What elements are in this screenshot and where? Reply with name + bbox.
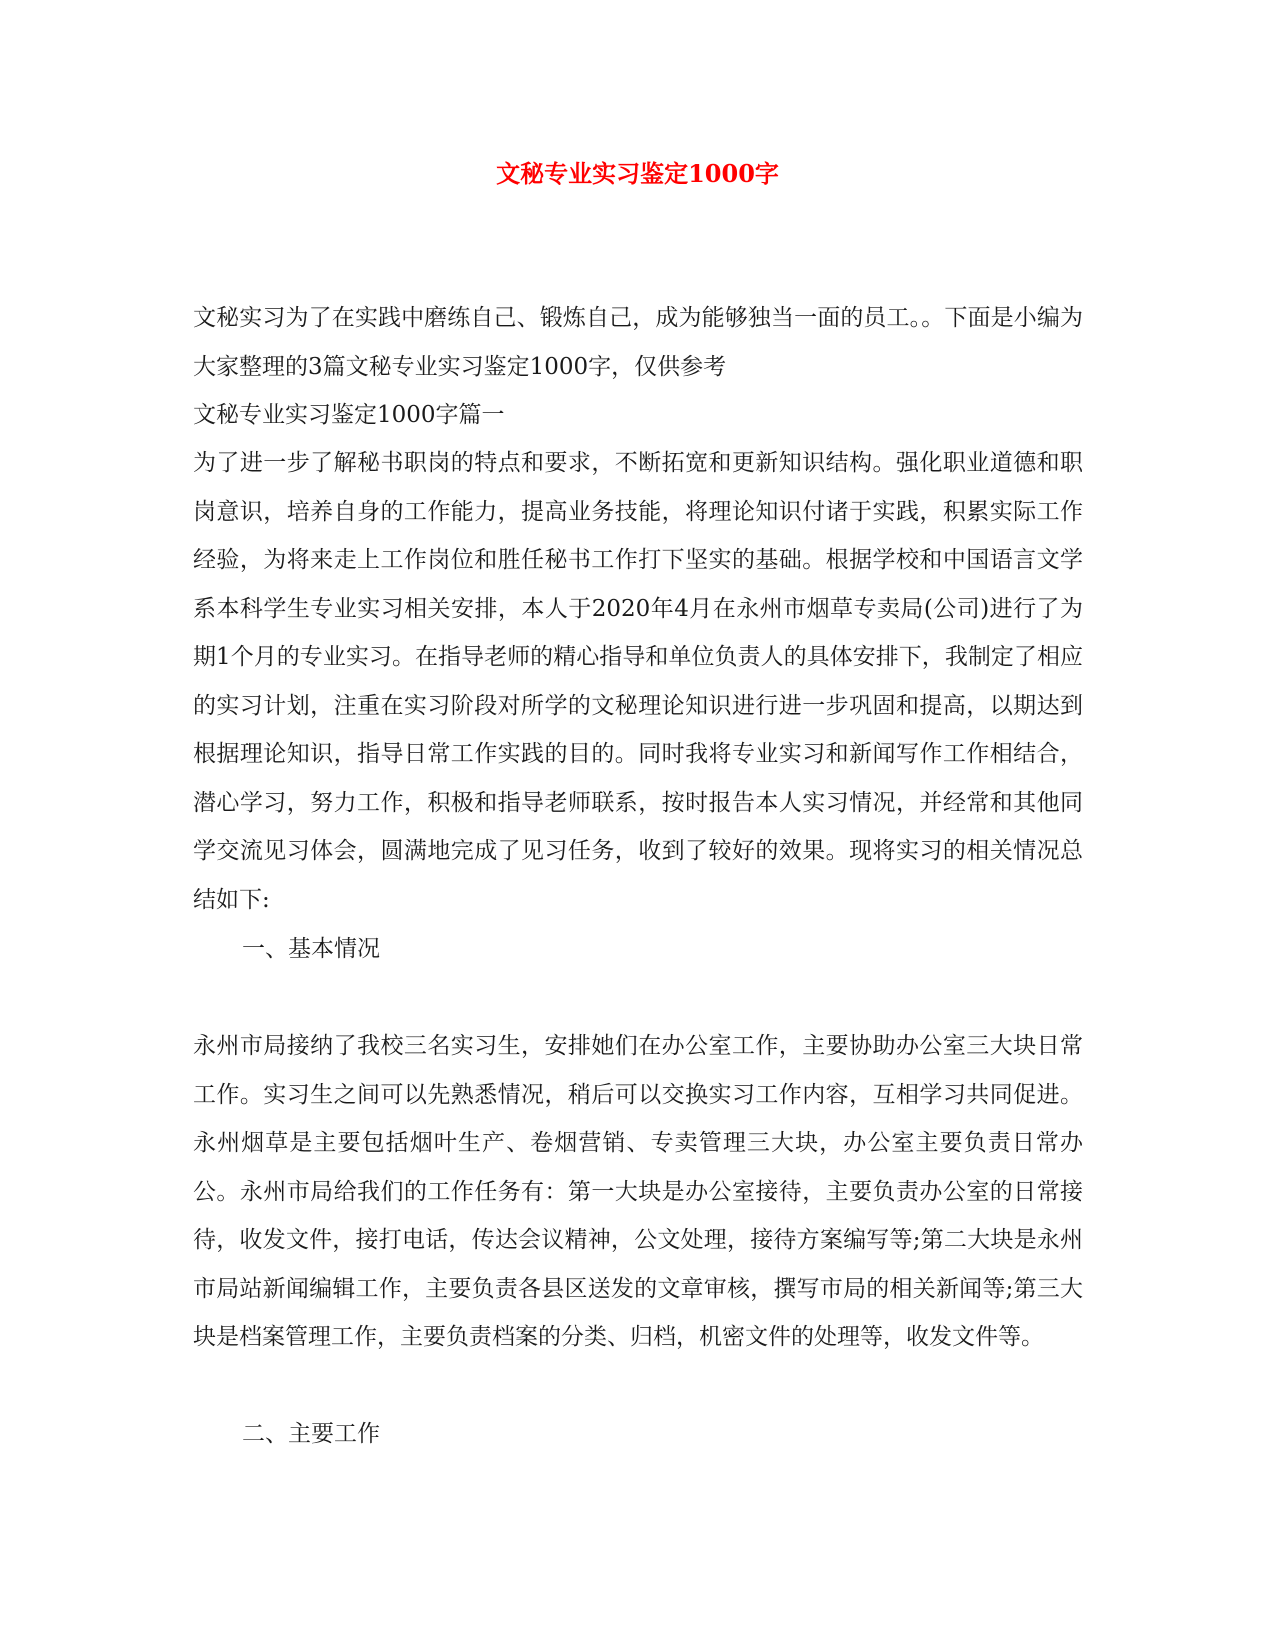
document-title: 文秘专业实习鉴定1000字 bbox=[496, 159, 779, 188]
body-paragraph-1: 为了进一步了解秘书职岗的特点和要求，不断拓宽和更新知识结构。强化职业道德和职岗意识，培养自身的工作能力，提高业务技能，将理论知识付诸于实践，积累实际工作经验，为将来走上工作岗位和胜任秘书工作打下坚实的基础。根据学校和中国语言文学系本科学生专业实习相关安排，本人于2020年4月在永州市烟草专卖局(公司)进行了为期1个月的专业实习。在指导老师的精心指导和单位负责人的具体安排下，我制定了相应的实习计划，注重在实习阶段对所学的文秘理论知识进行进一步巩固和提高，以期达到根据理论知识，指导日常工作实践的目的。同时我将专业实习和新闻写作工作相结合，潜心学习，努力工作，积极和指导老师联系，按时报告本人实习情况，并经常和其他同学交流见习体会，圆满地完成了见习任务，收到了较好的效果。现将实习的相关情况总结如下: bbox=[193, 450, 1083, 913]
body-paragraph-2: 永州市局接纳了我校三名实习生，安排她们在办公室工作，主要协助办公室三大块日常工作。实习生之间可以先熟悉情况，稍后可以交换实习工作内容，互相学习共同促进。永州烟草是主要包括烟叶生产、卷烟营销、专卖管理三大块，办公室主要负责日常办公。永州市局给我们的工作任务有：第一大块是办公室接待，主要负责办公室的日常接待，收发文件，接打电话，传达会议精神，公文处理，接待方案编写等;第二大块是永州市局站新闻编辑工作，主要负责各县区送发的文章审核，撰写市局的相关新闻等;第三大块是档案管理工作，主要负责档案的分类、归档，机密文件的处理等，收发文件等。 bbox=[193, 1033, 1083, 1350]
intro-paragraph: 文秘实习为了在实践中磨练自己、锻炼自己，成为能够独当一面的员工。。下面是小编为大家整理的3篇文秘专业实习鉴定1000字，仅供参考 bbox=[193, 305, 1083, 380]
section-heading-main-work: 二、主要工作 bbox=[242, 1421, 380, 1447]
section-subtitle: 文秘专业实习鉴定1000字篇一 bbox=[193, 402, 505, 428]
section-heading-basic-situation: 一、基本情况 bbox=[242, 936, 380, 962]
